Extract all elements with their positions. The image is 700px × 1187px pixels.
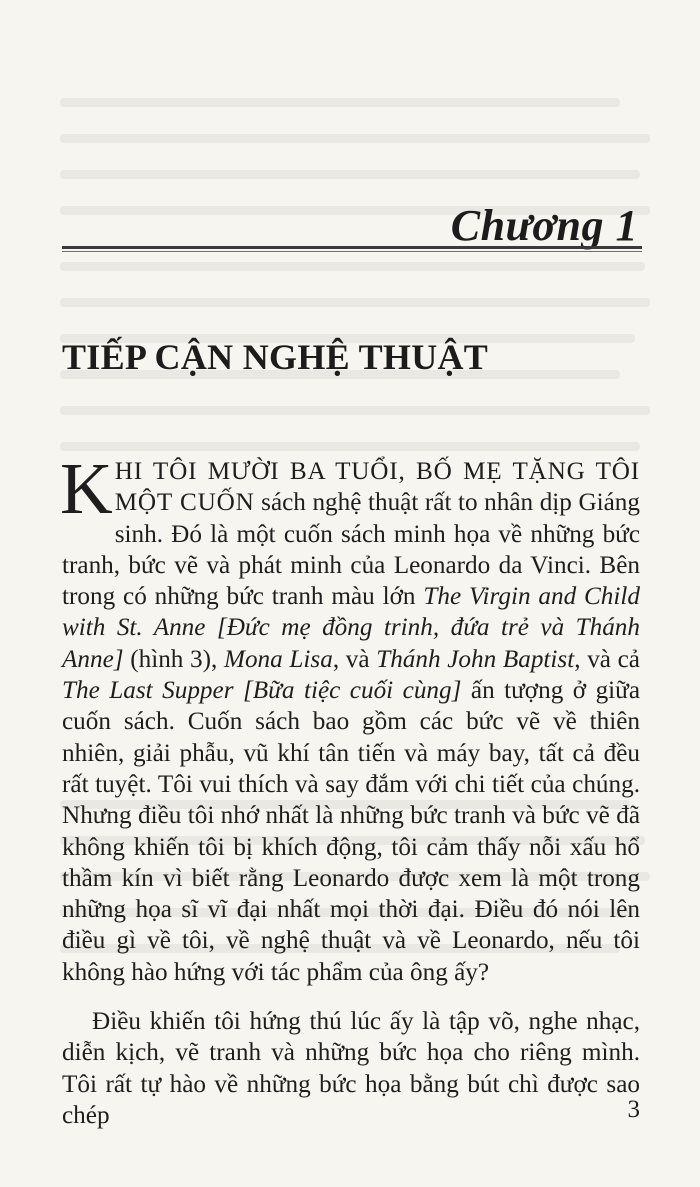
chapter-rule-thin: [62, 251, 642, 252]
italic-title: The Last Supper [Bữa tiệc cuối cùng]: [62, 677, 462, 705]
text-segment: (hình 3),: [123, 645, 224, 673]
chapter-label: Chương 1: [450, 201, 638, 250]
text-segment: sách nghệ thuật rất to nhân dịp Giáng sinh. Đó là một cuốn sách minh họa về những bức tranh, bức vẽ và phát minh của Leonardo da Vinci. Bên trong có những bức tranh màu lớn: [62, 489, 640, 611]
lead-in: HI TÔI MƯỜI BA TUỔI, BỐ MẸ TẶNG TÔI MỘT CUỐN: [114, 458, 640, 517]
page-number: 3: [627, 1096, 640, 1123]
italic-title: Mona Lisa: [223, 645, 333, 673]
italic-title: The Virgin and Child with St. Anne [Đức mẹ đồng trinh, đứa trẻ và Thánh Anne]: [62, 583, 640, 673]
chapter-rule: [62, 246, 642, 249]
drop-cap: K: [60, 448, 113, 529]
text-segment: , và: [332, 645, 377, 673]
paragraph-2: Điều khiến tôi hứng thú lúc ấy là tập võ, nghe nhạc, diễn kịch, vẽ tranh và những bức họa cho riêng mình. Tôi rất tự hào về những bức họa bằng bút chì được sao chép: [62, 1008, 640, 1129]
chapter-title: TIẾP CẬN NGHỆ THUẬT: [62, 337, 489, 377]
paragraph-1: [60, 448, 641, 988]
italic-title: Thánh John Baptist: [376, 645, 575, 673]
body-text: [60, 448, 641, 1131]
text-segment: , và cả: [574, 645, 640, 673]
text-segment: ấn tượng ở giữa cuốn sách. Cuốn sách bao gồm các bức vẽ về thiên nhiên, giải phẫu, vũ khí tân tiến và máy bay, tất cả đều rất tuyệt. Tôi vui thích và say đắm với chi tiết của chúng. Nhưng điều tôi nhớ nhất là những bức tranh và bức vẽ đã không khiến tôi bị khích động, tôi cảm thấy nỗi xấu hổ thầm kín vì biết rằng Leonardo được xem là một trong những họa sĩ vĩ đại nhất mọi thời đại. Điều đó nói lên điều gì về tôi, về nghệ thuật và về Leonardo, nếu tôi không hào hứng với tác phẩm của ông ấy?: [62, 677, 641, 986]
